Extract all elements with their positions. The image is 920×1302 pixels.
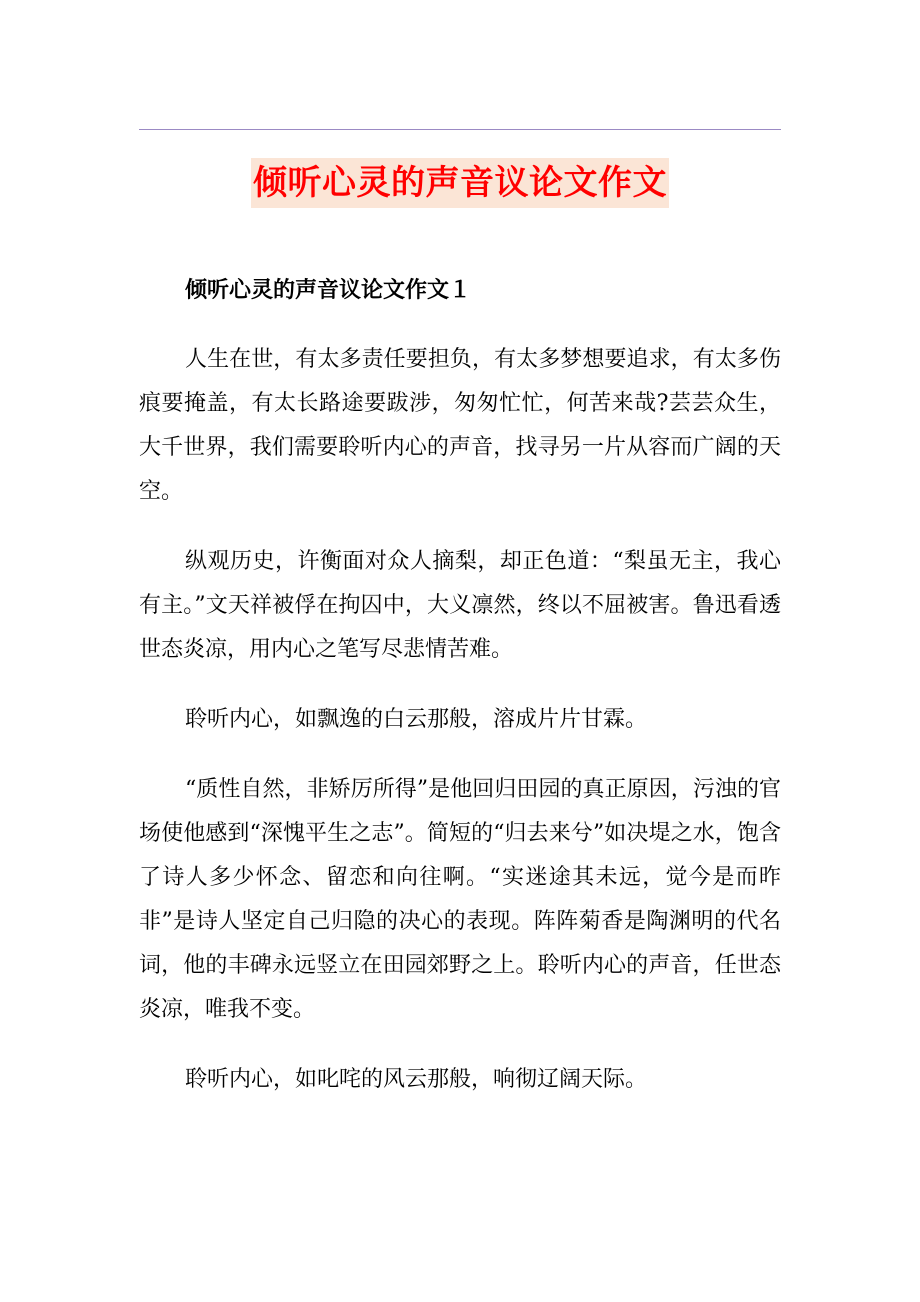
- paragraph-3: 聆听内心，如飘逸的白云那般，溶成片片甘霖。: [185, 707, 648, 732]
- document-body: [139, 268, 781, 1128]
- paragraph-5: 聆听内心，如叱咤的风云那般，响彻辽阔天际。: [185, 1067, 648, 1092]
- title-container: [0, 158, 920, 208]
- paragraph-4: “质性自然，非矫厉所得”是他回归田园的真正原因，污浊的官场使他感到“深愧平生之志”。简短的“归去来兮”如决堤之水，饱含了诗人多少怀念、留恋和向往啊。“实迷途其未远，觉今是而昨非”是诗人坚定自己归隐的决心的表现。阵阵菊香是陶渊明的代名词，他的丰碑永远竖立在田园郊野之上。聆听内心的声音，任世态炎凉，唯我不变。: [139, 777, 781, 1022]
- header-divider: [139, 129, 781, 130]
- paragraph-1: 人生在世，有太多责任要担负，有太多梦想要追求，有太多伤痕要掩盖，有太长路途要跋涉，匆匆忙忙，何苦来哉?芸芸众生，大千世界，我们需要聆听内心的声音，找寻另一片从容而广阔的天空。: [139, 347, 781, 504]
- document-title: 倾听心灵的声音议论文作文: [251, 158, 669, 208]
- section-heading: 倾听心灵的声音议论文作文１: [185, 277, 472, 303]
- paragraph-2: 纵观历史，许衡面对众人摘梨，却正色道：“梨虽无主，我心有主。”文天祥被俘在拘囚中，大义凛然，终以不屈被害。鲁迅看透世态炎凉，用内心之笔写尽悲情苦难。: [139, 549, 781, 662]
